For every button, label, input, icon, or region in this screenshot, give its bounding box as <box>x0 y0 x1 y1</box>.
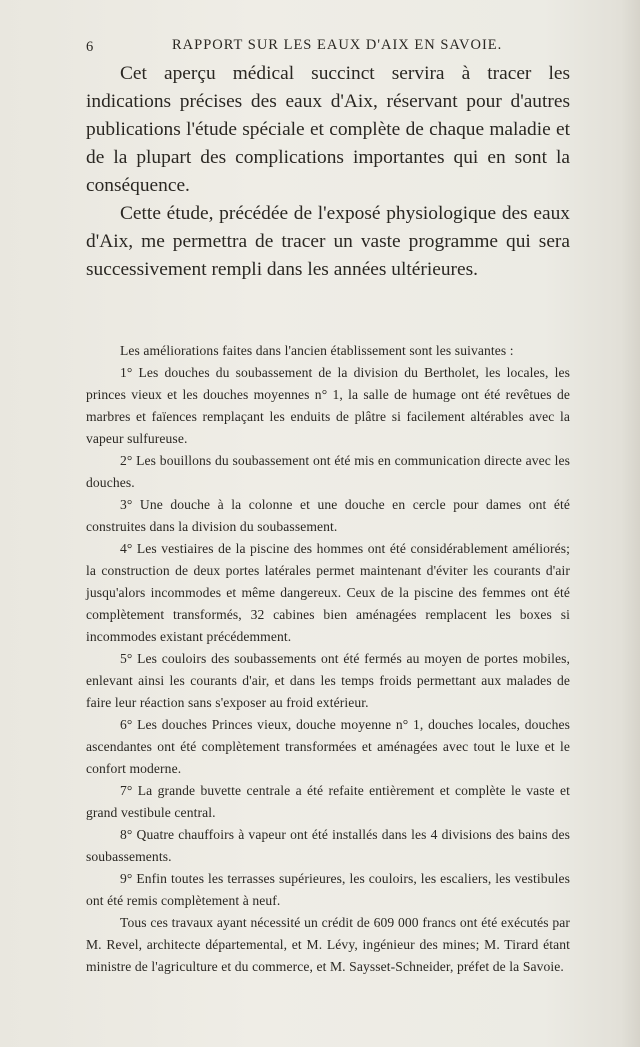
list-item: 8° Quatre chauffoirs à vapeur ont été installés dans les 4 divisions des bains des soubassements. <box>86 827 570 864</box>
page-number: 6 <box>86 39 95 55</box>
closing-paragraph: Tous ces travaux ayant nécessité un crédit de 609 000 francs ont été exécutés par M. Revel, architecte départemental, et M. Lévy, ingénieur des mines; M. Tirard étant ministre de l'agriculture et du commerce, et M. Saysset-Schneider, préfet de la Savoie. <box>86 915 570 974</box>
list-item: 6° Les douches Princes vieux, douche moyenne n° 1, douches locales, douches ascendantes ont été complètement transformées et aménagées avec tout le luxe et le confort moderne. <box>86 717 570 776</box>
intro-text <box>86 60 570 284</box>
list-intro: Les améliorations faites dans l'ancien établissement sont les suivantes : <box>120 343 514 358</box>
page-header <box>86 37 566 59</box>
intro-paragraph: Cet aperçu médical succinct servira à tracer les indications précises des eaux d'Aix, réservant pour d'autres publications l'étude spéciale et complète de chaque maladie et de la plupart des complications importantes qui en sont la conséquence. <box>86 63 570 196</box>
list-item: 7° La grande buvette centrale a été refaite entièrement et complète le vaste et grand vestibule central. <box>86 783 570 820</box>
list-item: 3° Une douche à la colonne et une douche en cercle pour dames ont été construites dans la division du soubassement. <box>86 497 570 534</box>
list-item: 9° Enfin toutes les terrasses supérieures, les couloirs, les escaliers, les vestibules ont été remis complètement à neuf. <box>86 871 570 908</box>
running-title: RAPPORT SUR LES EAUX D'AIX EN SAVOIE. <box>172 37 503 53</box>
improvements-list <box>86 340 570 978</box>
intro-paragraph: Cette étude, précédée de l'exposé physiologique des eaux d'Aix, me permettra de tracer un vaste programme qui sera successivement rempli dans les années ultérieures. <box>86 203 570 280</box>
list-item: 1° Les douches du soubassement de la division du Bertholet, les locales, les princes vieux et les douches moyennes n° 1, la salle de humage ont été revêtues de marbres et faïences remplaçant les enduits de plâtre si facilement altérables avec la vapeur sulfureuse. <box>86 365 570 446</box>
list-item: 5° Les couloirs des soubassements ont été fermés au moyen de portes mobiles, enlevant ainsi les courants d'air, et dans les temps froids permettant aux malades de faire leur réaction sans s'exposer au froid extérieur. <box>86 651 570 710</box>
list-item: 2° Les bouillons du soubassement ont été mis en communication directe avec les douches. <box>86 453 570 490</box>
list-item: 4° Les vestiaires de la piscine des hommes ont été considérablement améliorés; la construction de deux portes latérales permet maintenant d'éviter les courants d'air jusqu'alors incommodes et même dangereux. Ceux de la piscine des femmes ont été complètement transformés, 32 cabines bien aménagées remplacent les boxes si incommodes existant précédemment. <box>86 541 570 644</box>
